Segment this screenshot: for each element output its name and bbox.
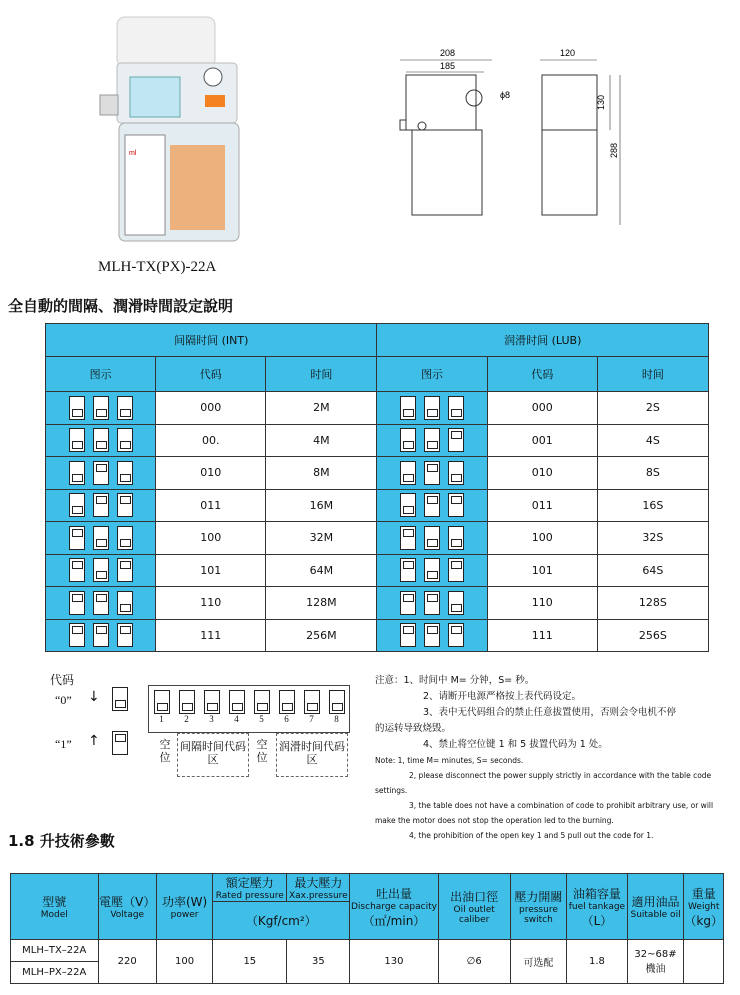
- dip-key-icon: [179, 690, 195, 714]
- col-icon-int: 图示: [46, 357, 156, 392]
- dip-key: [329, 690, 345, 724]
- legend-code-label: 代码: [50, 673, 75, 687]
- lub-code: 100: [487, 522, 597, 555]
- lub-time: 16S: [597, 489, 708, 522]
- dip-switch-icon: [424, 623, 440, 647]
- int-area-label: 间隔时间代码区: [177, 733, 249, 777]
- dip-key: [179, 690, 195, 724]
- section-title-specs: 1.8 升技術參數: [8, 832, 115, 850]
- h-max-zh: 最大壓力: [294, 876, 343, 890]
- int-switch-diagram: [46, 392, 156, 425]
- dip-key-number: 6: [284, 714, 289, 724]
- dip-switch-icon: [400, 623, 416, 647]
- timing-row: [46, 489, 709, 522]
- dip-switch-icon: [448, 623, 464, 647]
- dip-key-icon: [154, 690, 170, 714]
- spec-model-1: MLH–TX–22A: [11, 940, 99, 962]
- arrow-down-icon: ↓: [88, 689, 100, 705]
- int-time: 8M: [266, 457, 377, 490]
- timing-table: [45, 323, 709, 652]
- lub-code: 011: [487, 489, 597, 522]
- int-time: 16M: [266, 489, 377, 522]
- empty-slot-5-label: 空位: [256, 738, 268, 764]
- dim-288: 288: [609, 142, 619, 158]
- int-code: 000: [156, 392, 266, 425]
- dip-switch-icon: [448, 591, 464, 615]
- dip-switch-icon: [69, 428, 85, 452]
- spec-rated: 15: [213, 940, 287, 984]
- product-photo: [95, 15, 255, 250]
- lub-time: 2S: [597, 392, 708, 425]
- lub-code: 010: [487, 457, 597, 490]
- dip-switch-icon: [93, 591, 109, 615]
- dimension-drawing: [392, 40, 632, 240]
- int-code: 010: [156, 457, 266, 490]
- h-power-zh: 功率(W): [161, 895, 208, 909]
- note-en-3: 3, the table does not have a combination of code to prohibit arbitrary use, or will: [409, 801, 714, 810]
- note-en-1: Note: 1, time M= minutes, S= seconds.: [375, 756, 524, 765]
- int-code: 00.: [156, 424, 266, 457]
- spec-oil-type: 機油: [645, 963, 666, 975]
- h-disch-unit: （㎡/min）: [362, 913, 426, 928]
- dip-switch-icon: [69, 526, 85, 550]
- lub-code: 110: [487, 587, 597, 620]
- dip-switch-icon: [448, 461, 464, 485]
- dip-key: [279, 690, 295, 724]
- spec-weight: [684, 940, 724, 984]
- lub-time: 32S: [597, 522, 708, 555]
- int-switch-diagram: [46, 554, 156, 587]
- timing-row: [46, 522, 709, 555]
- dip-key-icon: [254, 690, 270, 714]
- h-tank-zh: 油箱容量: [572, 886, 621, 901]
- dip-switch-block: [148, 685, 350, 733]
- h-outlet-en: Oil outlet caliber: [453, 905, 495, 925]
- dip-switch-icon: [448, 493, 464, 517]
- dip-switch-icon: [448, 428, 464, 452]
- h-weight-en: Weight: [688, 901, 720, 912]
- model-caption: MLH-TX(PX)-22A: [98, 259, 217, 275]
- dip-switch-icon: [400, 428, 416, 452]
- dip-switch-icon: [69, 396, 85, 420]
- dip-switch-icon: [424, 526, 440, 550]
- legend-zero-label: “0”: [55, 693, 72, 707]
- dip-switch-icon: [448, 558, 464, 582]
- dip-switch-icon: [448, 396, 464, 420]
- spec-power: 100: [156, 940, 212, 984]
- dip-switch-icon: [424, 493, 440, 517]
- dip-key-number: 1: [159, 714, 164, 724]
- dip-switch-icon: [69, 493, 85, 517]
- h-pressure-unit: （Kgf/cm²）: [245, 914, 317, 928]
- dip-switch-icon: [117, 396, 133, 420]
- h-rated-en: Rated pressure: [215, 891, 284, 901]
- int-switch-diagram: [46, 424, 156, 457]
- col-time-lub: 时间: [597, 357, 708, 392]
- int-time: 2M: [266, 392, 377, 425]
- h-power-en: power: [170, 910, 199, 920]
- lub-switch-diagram: [377, 554, 487, 587]
- spec-model-2: MLH–PX–22A: [11, 962, 99, 984]
- h-tank-unit: （L）: [581, 913, 613, 928]
- lub-switch-diagram: [377, 587, 487, 620]
- lub-code: 000: [487, 392, 597, 425]
- lub-switch-diagram: [377, 619, 487, 652]
- col-code-lub: 代码: [487, 357, 597, 392]
- h-weight-unit: （kg）: [684, 913, 723, 928]
- dip-key-number: 5: [259, 714, 264, 724]
- timing-row: [46, 587, 709, 620]
- lub-time: 128S: [597, 587, 708, 620]
- dip-switch-icon: [400, 396, 416, 420]
- int-switch-diagram: [46, 522, 156, 555]
- int-code: 101: [156, 554, 266, 587]
- h-oil-en: Suitable oil: [630, 910, 681, 920]
- legend-one-label: “1”: [55, 737, 72, 751]
- note-en-2b: settings.: [375, 786, 408, 795]
- int-time: 4M: [266, 424, 377, 457]
- int-switch-diagram: [46, 587, 156, 620]
- dip-switch-icon: [117, 461, 133, 485]
- h-tank-en: fuel tankage: [568, 901, 626, 912]
- notes-block: [375, 673, 725, 843]
- int-time: 64M: [266, 554, 377, 587]
- spec-voltage: 220: [98, 940, 156, 984]
- dim-208: 208: [440, 48, 456, 58]
- dim-phi8: ϕ8: [500, 90, 511, 100]
- note-en-4: 4, the prohibition of the open key 1 and 5 pull out the code for 1.: [409, 831, 654, 840]
- h-voltage-en: Voltage: [110, 910, 145, 920]
- lub-code: 111: [487, 619, 597, 652]
- dim-185: 185: [440, 61, 456, 71]
- spec-oil: [627, 940, 684, 984]
- dip-switch-icon: [69, 558, 85, 582]
- h-switch-zh: 壓力開關: [514, 890, 563, 904]
- dip-switch-icon: [93, 526, 109, 550]
- dip-key-number: 3: [209, 714, 214, 724]
- dip-key-icon: [229, 690, 245, 714]
- dip-key-icon: [304, 690, 320, 714]
- h-voltage-zh: 電壓（V）: [99, 895, 156, 909]
- int-code: 110: [156, 587, 266, 620]
- lub-switch-diagram: [377, 392, 487, 425]
- dip-switch-icon: [400, 493, 416, 517]
- spec-oil-grade: 32~68#: [634, 948, 677, 960]
- lub-switch-diagram: [377, 457, 487, 490]
- dip-switch-icon: [69, 461, 85, 485]
- empty-slot-1-label: 空位: [159, 738, 171, 764]
- lub-code: 001: [487, 424, 597, 457]
- dip-switch-icon: [93, 428, 109, 452]
- note-zh-2: 2、请断开电源严格按上表代码设定。: [423, 691, 582, 702]
- dip-switch-icon: [69, 623, 85, 647]
- h-outlet-zh: 出油口徑: [450, 890, 499, 904]
- dip-switch-icon: [117, 623, 133, 647]
- timing-row: [46, 392, 709, 425]
- int-time: 128M: [266, 587, 377, 620]
- dip-switch-icon: [117, 526, 133, 550]
- h-rated-zh: 額定壓力: [225, 876, 274, 890]
- h-disch-zh: 吐出量: [375, 886, 412, 901]
- spec-outlet: ∅6: [438, 940, 510, 984]
- int-header: 间隔时间 (INT): [46, 324, 377, 357]
- spec-discharge: 130: [350, 940, 438, 984]
- switch-off-icon: [112, 687, 128, 711]
- dip-key-icon: [279, 690, 295, 714]
- lub-area-label: 润滑时间代码区: [276, 733, 348, 777]
- dip-switch-icon: [117, 591, 133, 615]
- dip-switch-icon: [69, 591, 85, 615]
- dip-switch-icon: [424, 461, 440, 485]
- dip-switch-icon: [424, 428, 440, 452]
- dip-switch-icon: [424, 591, 440, 615]
- lub-header: 润滑时间 (LUB): [377, 324, 709, 357]
- svg-text:ml: ml: [129, 150, 137, 157]
- dip-switch-icon: [400, 461, 416, 485]
- note-zh-4: 4、禁止将空位键 1 和 5 拔置代码为 1 处。: [423, 739, 608, 750]
- h-disch-en: Discharge capacity: [351, 901, 437, 912]
- dip-key-icon: [329, 690, 345, 714]
- dip-switch-icon: [93, 623, 109, 647]
- dip-switch-icon: [93, 493, 109, 517]
- dim-120: 120: [560, 48, 576, 58]
- int-code: 011: [156, 489, 266, 522]
- h-oil-zh: 適用油品: [631, 895, 680, 909]
- h-switch-en: pressure switch: [518, 905, 558, 925]
- int-switch-diagram: [46, 489, 156, 522]
- lub-switch-diagram: [377, 522, 487, 555]
- dip-key-icon: [204, 690, 220, 714]
- dip-key: [304, 690, 320, 724]
- col-icon-lub: 图示: [377, 357, 487, 392]
- dip-switch-icon: [117, 493, 133, 517]
- note-en-3b: make the motor does not stop the operation led to the burning.: [375, 816, 614, 825]
- spec-switch: 可选配: [510, 940, 567, 984]
- dip-key: [254, 690, 270, 724]
- dip-switch-icon: [400, 558, 416, 582]
- h-model-en: Model: [40, 910, 68, 920]
- dip-switch-icon: [448, 526, 464, 550]
- spec-table: [10, 873, 724, 984]
- int-switch-diagram: [46, 457, 156, 490]
- spec-max: 35: [287, 940, 350, 984]
- timing-row: [46, 619, 709, 652]
- note-zh-1: 注意：1、时间中 M= 分钟，S= 秒。: [375, 675, 535, 686]
- dip-key: [229, 690, 245, 724]
- note-zh-3: 3、表中无代码组合的禁止任意拔置使用，否则会令电机不停: [423, 707, 677, 718]
- lub-time: 4S: [597, 424, 708, 457]
- timing-row: [46, 457, 709, 490]
- int-switch-diagram: [46, 619, 156, 652]
- timing-row: [46, 424, 709, 457]
- dip-key: [204, 690, 220, 724]
- lub-switch-diagram: [377, 489, 487, 522]
- dip-switch-icon: [93, 461, 109, 485]
- dip-switch-icon: [117, 428, 133, 452]
- spec-tank: 1.8: [567, 940, 627, 984]
- int-code: 111: [156, 619, 266, 652]
- lub-time: 64S: [597, 554, 708, 587]
- note-en-2: 2, please disconnect the power supply strictly in accordance with the table code: [409, 771, 712, 780]
- dip-switch-icon: [424, 396, 440, 420]
- dip-switch-icon: [93, 396, 109, 420]
- timing-row: [46, 554, 709, 587]
- h-max-en: Xax.pressure: [288, 891, 348, 901]
- dip-key: [154, 690, 170, 724]
- dip-key-number: 8: [334, 714, 339, 724]
- dip-key-number: 2: [184, 714, 189, 724]
- dip-switch-icon: [400, 526, 416, 550]
- dip-switch-icon: [117, 558, 133, 582]
- col-time-int: 时间: [266, 357, 377, 392]
- lub-time: 8S: [597, 457, 708, 490]
- dip-switch-icon: [93, 558, 109, 582]
- section-title-timing: 全自動的間隔、潤滑時間設定說明: [8, 297, 234, 315]
- dip-switch-icon: [400, 591, 416, 615]
- dip-switch-icon: [424, 558, 440, 582]
- int-time: 32M: [266, 522, 377, 555]
- dip-key-number: 7: [309, 714, 314, 724]
- h-model-zh: 型號: [42, 895, 67, 909]
- switch-on-icon: [112, 731, 128, 755]
- lub-switch-diagram: [377, 424, 487, 457]
- int-code: 100: [156, 522, 266, 555]
- dip-switch-legend: [50, 665, 370, 785]
- dim-130: 130: [596, 94, 606, 110]
- lub-time: 256S: [597, 619, 708, 652]
- arrow-up-icon: ↑: [88, 733, 100, 749]
- h-weight-zh: 重量: [691, 886, 716, 901]
- col-code-int: 代码: [156, 357, 266, 392]
- dip-key-number: 4: [234, 714, 239, 724]
- note-zh-3b: 的运转导致烧毁。: [375, 723, 452, 734]
- int-time: 256M: [266, 619, 377, 652]
- lub-code: 101: [487, 554, 597, 587]
